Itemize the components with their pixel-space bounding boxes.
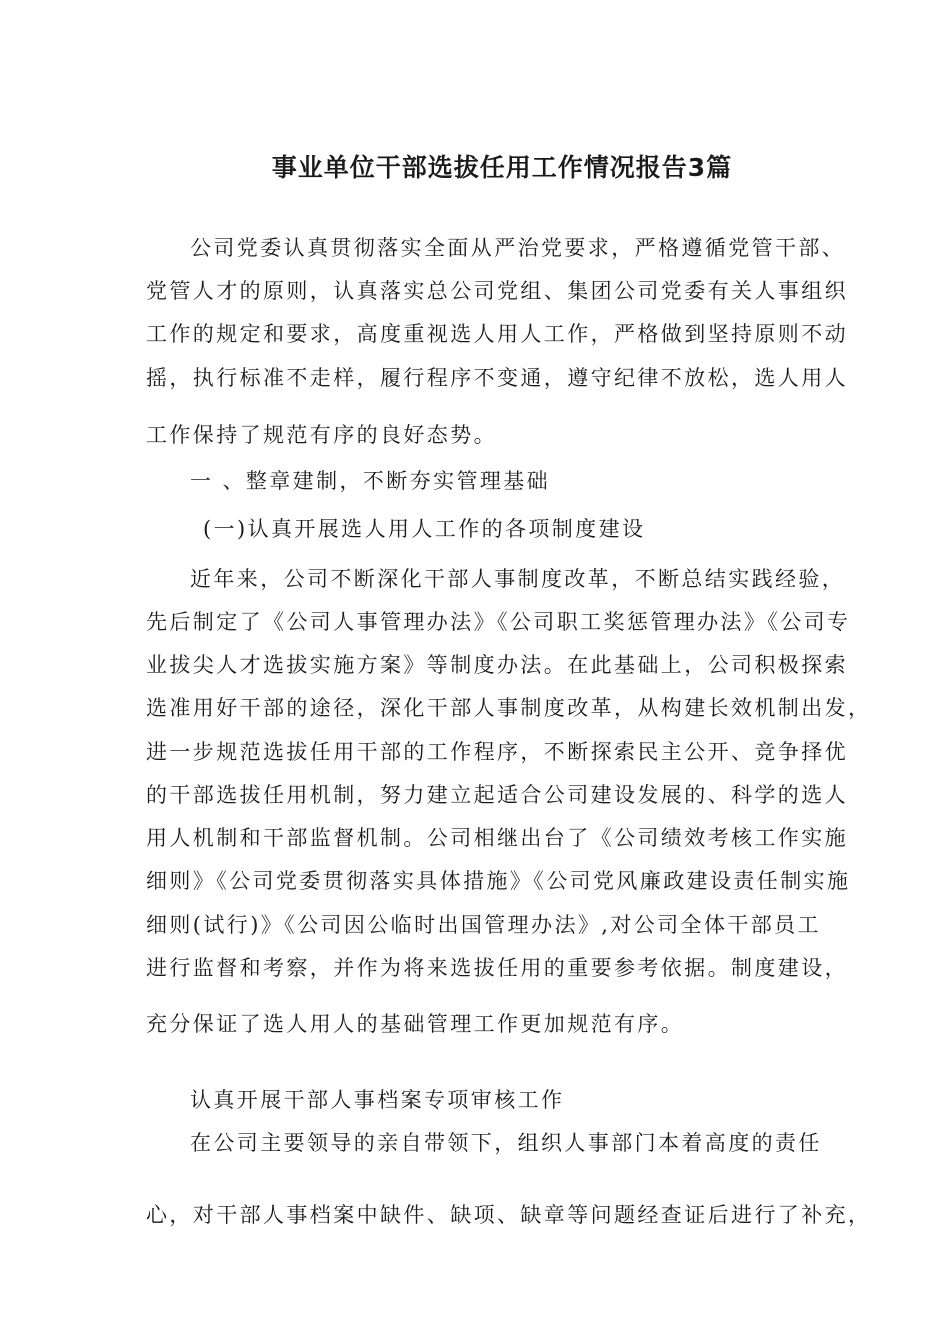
paragraph-line: 工作保持了规范有序的良好态势。 bbox=[146, 423, 497, 447]
paragraph-line: 在公司主要领导的亲自带领下，组织人事部门本着高度的责任 bbox=[190, 1131, 822, 1155]
paragraph-line: 选准用好干部的途径，深化干部人事制度改革，从构建长效机制出发， bbox=[146, 696, 872, 720]
paragraph-line: 心，对干部人事档案中缺件、缺项、缺章等问题经查证后进行了补充， bbox=[146, 1203, 872, 1227]
paragraph-line: 用人机制和干部监督机制。公司相继出台了《公司绩效考核工作实施 bbox=[146, 826, 848, 850]
paragraph-line: 业拔尖人才选拔实施方案》等制度办法。在此基础上，公司积极探索 bbox=[146, 653, 848, 677]
paragraph-line: 细则》《公司党委贯彻落实具体措施》《公司党风廉政建设责任制实施 bbox=[146, 869, 851, 893]
paragraph-line: 充分保证了选人用人的基础管理工作更加规范有序。 bbox=[146, 1012, 685, 1036]
paragraph-line: 进行监督和考察，并作为将来选拔任用的重要参考依据。制度建设， bbox=[146, 956, 848, 980]
paragraph-line: 细则(试行)》《公司因公临时出国管理办法》,对公司全体干部员工 bbox=[146, 913, 821, 937]
paragraph-line: 党管人才的原则，认真落实总公司党组、集团公司党委有关人事组织 bbox=[146, 279, 848, 303]
section-heading: 一 、整章建制，不断夯实管理基础 bbox=[190, 469, 551, 493]
paragraph-line: 进一步规范选拔任用干部的工作程序，不断探索民主公开、竞争择优 bbox=[146, 740, 848, 764]
subsection-heading: (一)认真开展选人用人工作的各项制度建设 bbox=[203, 517, 646, 541]
subsection-heading: 认真开展干部人事档案专项审核工作 bbox=[190, 1088, 565, 1112]
paragraph-line: 工作的规定和要求，高度重视选人用人工作，严格做到坚持原则不动 bbox=[146, 322, 848, 346]
paragraph-line: 先后制定了《公司人事管理办法》《公司职工奖惩管理办法》《公司专 bbox=[146, 610, 851, 634]
paragraph-line: 摇，执行标准不走样，履行程序不变通，遵守纪律不放松，选人用人 bbox=[146, 366, 848, 390]
paragraph-line: 近年来，公司不断深化干部人事制度改革，不断总结实践经验， bbox=[190, 567, 846, 591]
paragraph-line: 公司党委认真贯彻落实全面从严治党要求，严格遵循党管干部、 bbox=[190, 236, 846, 260]
document-title: 事业单位干部选拔任用工作情况报告3篇 bbox=[271, 153, 733, 182]
paragraph-line: 的干部选拔任用机制，努力建立起适合公司建设发展的、科学的选人 bbox=[146, 783, 848, 807]
